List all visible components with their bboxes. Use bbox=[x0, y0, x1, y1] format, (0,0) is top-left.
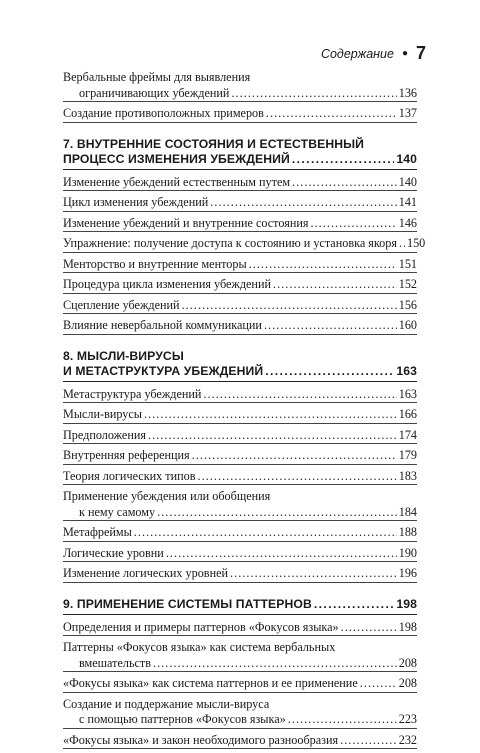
toc-entry-title: Мысли-вирусы bbox=[63, 407, 142, 421]
toc-page-number: 156 bbox=[398, 297, 417, 312]
toc-entry-title: Определения и примеры паттернов «Фокусов языка» bbox=[63, 619, 339, 634]
toc-page-number: 190 bbox=[398, 545, 417, 560]
page-number: 7 bbox=[415, 43, 426, 63]
toc-entry-title: ограничивающих убеждений bbox=[79, 85, 230, 100]
dot-leader bbox=[153, 656, 397, 672]
running-head-bullet: ● bbox=[401, 47, 408, 59]
toc-entry-title: Создание и поддержание мысли-вируса bbox=[63, 696, 270, 711]
dot-leader bbox=[310, 216, 396, 232]
toc-page-number: 183 bbox=[398, 468, 417, 483]
toc-page-number: 146 bbox=[398, 215, 417, 230]
toc-entry-title: Метафреймы bbox=[63, 525, 132, 539]
toc-entry bbox=[63, 387, 417, 404]
toc-page-number: 188 bbox=[398, 525, 417, 539]
toc-entry-title: Внутренняя референция bbox=[63, 448, 190, 462]
toc-page-number: 137 bbox=[398, 106, 417, 120]
toc-page-number: 140 bbox=[398, 174, 417, 189]
dot-leader bbox=[166, 546, 397, 562]
dot-leader bbox=[266, 106, 397, 122]
toc-page-number: 223 bbox=[398, 712, 417, 726]
toc-page-number: 174 bbox=[398, 427, 417, 442]
dot-leader bbox=[231, 86, 396, 102]
dot-leader bbox=[292, 175, 397, 191]
toc-entry bbox=[63, 489, 417, 521]
toc-entry-title: Изменение логических уровней bbox=[63, 566, 229, 580]
toc-page-number: 198 bbox=[396, 596, 417, 611]
dot-leader bbox=[192, 448, 397, 464]
toc-page-number: 150 bbox=[406, 236, 426, 250]
dot-leader bbox=[148, 428, 397, 444]
dot-leader bbox=[134, 525, 397, 541]
toc-entry bbox=[63, 676, 417, 693]
dot-leader bbox=[182, 298, 397, 314]
toc-entry bbox=[63, 525, 417, 542]
dot-leader bbox=[399, 236, 405, 252]
toc-entry-title: Сцепление убеждений bbox=[63, 297, 180, 312]
toc-page-number: 179 bbox=[398, 448, 417, 462]
toc-page-number: 184 bbox=[398, 504, 417, 519]
toc-entry-title: «Фокусы языка» и закон необходимого разнообразия bbox=[63, 732, 339, 747]
toc-entry bbox=[63, 428, 417, 445]
dot-leader bbox=[314, 597, 394, 612]
toc-entry-title: к нему самому bbox=[79, 504, 156, 519]
toc-page-number: 163 bbox=[398, 386, 417, 401]
table-of-contents bbox=[63, 70, 426, 753]
dot-leader bbox=[264, 318, 397, 334]
toc-entry-title: «Фокусы языка» как система паттернов и ее применение bbox=[63, 676, 358, 690]
toc-page-number: 141 bbox=[398, 195, 417, 209]
running-head bbox=[321, 43, 426, 64]
running-head-title: Содержание bbox=[320, 46, 394, 61]
toc-entry bbox=[63, 697, 417, 729]
toc-entry-title: 7. ВНУТРЕННИЕ СОСТОЯНИЯ И ЕСТЕСТВЕННЫЙ bbox=[63, 136, 365, 151]
toc-page-number: 136 bbox=[398, 85, 417, 100]
toc-page-number: 166 bbox=[398, 407, 417, 421]
dot-leader bbox=[198, 469, 397, 485]
toc-entry bbox=[63, 733, 417, 750]
toc-entry-title: Создание противоположных примеров bbox=[63, 106, 264, 120]
dot-leader bbox=[157, 505, 397, 521]
toc-entry-title: 8. МЫСЛИ-ВИРУСЫ bbox=[63, 348, 184, 363]
toc-entry-title: Изменение убеждений естественным путем bbox=[63, 174, 291, 189]
toc-entry bbox=[63, 70, 417, 102]
dot-leader bbox=[273, 277, 397, 293]
toc-page-number: 198 bbox=[398, 619, 417, 634]
toc-chapter-heading bbox=[63, 349, 417, 382]
toc-entry-title: Логические уровни bbox=[63, 545, 164, 560]
dot-leader bbox=[230, 566, 397, 582]
toc-chapter-heading bbox=[63, 597, 417, 615]
toc-entry bbox=[63, 546, 417, 563]
toc-page-number: 232 bbox=[398, 732, 417, 747]
dot-leader bbox=[360, 676, 397, 692]
toc-page-number: 208 bbox=[398, 655, 417, 670]
toc-entry bbox=[63, 407, 417, 424]
toc-page-number: 140 bbox=[396, 151, 417, 166]
toc-entry bbox=[63, 257, 417, 274]
toc-entry bbox=[63, 448, 417, 465]
toc-entry bbox=[63, 195, 417, 212]
toc-entry-title: Применение убеждения или обобщения bbox=[63, 489, 271, 503]
toc-entry-title: Менторство и внутренние менторы bbox=[63, 256, 247, 271]
dot-leader bbox=[265, 364, 394, 379]
dot-leader bbox=[210, 195, 396, 211]
dot-leader bbox=[203, 387, 396, 403]
toc-entry-title: И МЕТАСТРУКТУРА УБЕЖДЕНИЙ bbox=[63, 363, 264, 378]
toc-entry-title: Метаструктура убеждений bbox=[63, 386, 202, 401]
toc-entry bbox=[63, 277, 417, 294]
toc-entry-title: Вербальные фреймы для выявления bbox=[63, 70, 251, 84]
toc-entry-title: Паттерны «Фокусов языка» как система вербальных bbox=[63, 640, 336, 654]
toc-entry-title: Предположения bbox=[63, 427, 146, 442]
toc-entry bbox=[63, 216, 417, 233]
dot-leader bbox=[249, 257, 397, 273]
toc-page-number: 151 bbox=[398, 256, 417, 271]
toc-entry bbox=[63, 566, 417, 583]
toc-entry-title: с помощью паттернов «Фокусов языка» bbox=[79, 712, 286, 726]
toc-entry bbox=[63, 620, 417, 637]
dot-leader bbox=[340, 733, 397, 749]
toc-page-number: 152 bbox=[398, 277, 417, 291]
toc-page-number: 160 bbox=[398, 318, 417, 332]
toc-entry bbox=[63, 318, 417, 335]
dot-leader bbox=[292, 152, 395, 167]
toc-entry-title: Влияние невербальной коммуникации bbox=[63, 318, 262, 332]
dot-leader bbox=[144, 407, 397, 423]
dot-leader bbox=[341, 620, 397, 636]
toc-entry-title: Процедура цикла изменения убеждений bbox=[63, 277, 272, 291]
toc-entry-title: 9. ПРИМЕНЕНИЕ СИСТЕМЫ ПАТТЕРНОВ bbox=[63, 596, 312, 611]
toc-entry bbox=[63, 469, 417, 486]
toc-chapter-heading bbox=[63, 137, 417, 170]
toc-entry bbox=[63, 640, 417, 672]
toc-entry-title: Цикл изменения убеждений bbox=[63, 195, 209, 209]
toc-entry bbox=[63, 298, 417, 315]
toc-page-number: 208 bbox=[398, 676, 417, 690]
toc-entry-title: ПРОЦЕСС ИЗМЕНЕНИЯ УБЕЖДЕНИЙ bbox=[63, 151, 290, 166]
toc-page-number: 163 bbox=[396, 363, 417, 378]
toc-page-number: 196 bbox=[398, 566, 417, 580]
toc-entry bbox=[63, 175, 417, 192]
dot-leader bbox=[288, 712, 397, 728]
toc-entry-title: Изменение убеждений и внутренние состояния bbox=[63, 215, 309, 230]
toc-entry bbox=[63, 236, 426, 253]
toc-entry-title: Упражнение: получение доступа к состоянию и установка якоря bbox=[63, 236, 397, 250]
toc-entry-title: Теория логических типов bbox=[63, 468, 196, 483]
toc-entry bbox=[63, 106, 417, 123]
toc-entry-title: вмешательств bbox=[79, 655, 152, 670]
